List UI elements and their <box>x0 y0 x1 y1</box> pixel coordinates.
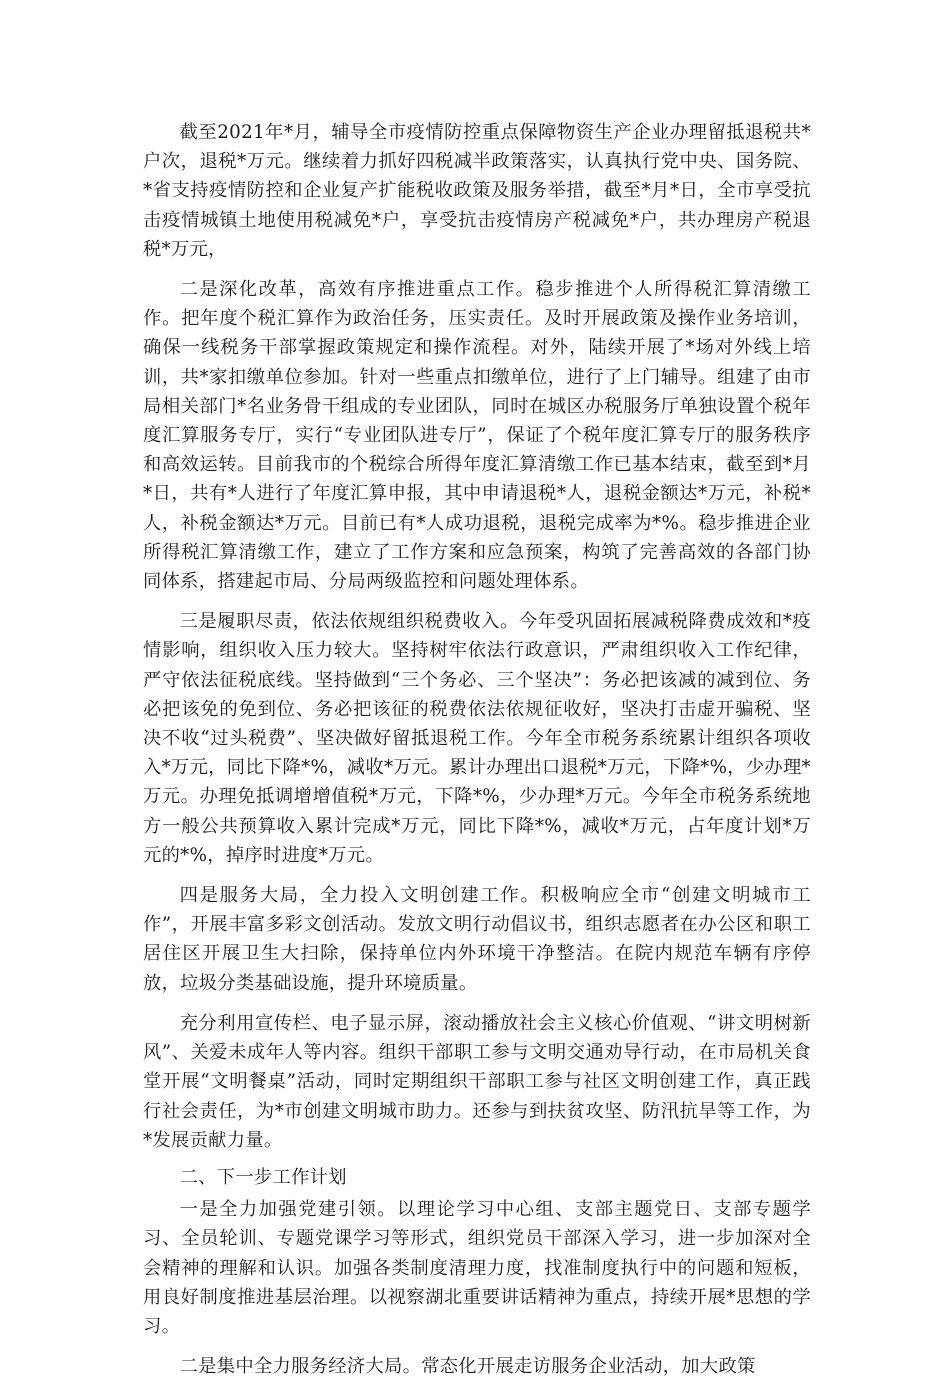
paragraph-party-building: 一是全力加强党建引领。以理论学习中心组、支部主题党日、支部专题学习、全员轮训、专题党课学习等形式，组织党员干部深入学习，进一步加深对全会精神的理解和认识。加强各类制度清理力度，找准制度执行中的问题和短板，用良好制度推进基层治理。以视察湖北重要讲话精神为重点，持续开展*思想的学习。 <box>143 1199 811 1337</box>
paragraph-economic-service: 二是集中全力服务经济大局。常态化开展走访服务企业活动，加大政策 <box>179 1356 756 1378</box>
document-body <box>143 118 811 1381</box>
paragraph-tax-revenue-collection: 三是履职尽责，依法依规组织税费收入。今年受巩固拓展减税降费成效和*疫情影响，组织收入压力较大。坚持树牢依法行政意识，严肃组织收入工作纪律，严守依法征税底线。坚持做到“三个务必、三个坚决”：务必把该减的减到位、务必把该免的免到位、务必把该征的税费依法依规征收好，坚决打击虚开骗税、坚决不收“过头税费”、坚决做好留抵退税工作。今年全市税务系统累计组织各项收入*万元，同比下降*%，减收*万元。累计办理出口退税*万元，下降*%，少办理*万元。办理免抵调增增值税*万元，下降*%，少办理*万元。今年全市税务系统地方一般公共预算收入累计完成*万元，同比下降*%，减收*万元，占年度计划*万元的*%，掉序时进度*万元。 <box>143 611 812 866</box>
paragraph-publicity-volunteering: 充分利用宣传栏、电子显示屏，滚动播放社会主义核心价值观、“讲文明树新风”、关爱未成年人等内容。组织干部职工参与文明交通劝导行动，在市局机关食堂开展“文明餐桌”活动，同时定期组织干部职工参与社区文明创建工作，真正践行社会责任，为*市创建文明城市助力。还参与到扶贫攻坚、防汛抗旱等工作，为*发展贡献力量。 <box>143 1012 811 1151</box>
paragraph-civilization-creation: 四是服务大局，全力投入文明创建工作。积极响应全市“创建文明城市工作”，开展丰富多彩文创活动。发放文明行动倡议书，组织志愿者在办公区和职工居住区开展卫生大扫除，保持单位内外环境干净整洁。在院内规范车辆有序停放，垃圾分类基础设施，提升环境质量。 <box>143 885 811 994</box>
paragraph-reform-key-work: 二是深化改革，高效有序推进重点工作。稳步推进个人所得税汇算清缴工作。把年度个税汇算作为政治任务，压实责任。及时开展政策及操作业务培训，确保一线税务干部掌握政策规定和操作流程。对外，陆续开展了*场对外线上培训，共*家扣缴单位参加。针对一些重点扣缴单位，进行了上门辅导。组建了由市局相关部门*名业务骨干组成的专业团队，同时在城区办税服务厅单独设置个税年度汇算服务专厅，实行“专业团队进专厅”，保证了个税年度汇算专厅的服务秩序和高效运转。目前我市的个税综合所得年度汇算清缴工作已基本结束，截至到*月*日，共有*人进行了年度汇算申报，其中申请退税*人，退税金额达*万元，补税*人，补税金额达*万元。目前已有*人成功退税，退税完成率为*%。稳步推进企业所得税汇算清缴工作，建立了工作方案和应急预案，构筑了完善高效的各部门协同体系，搭建起市局、分局两级监控和问题处理体系。 <box>143 279 811 593</box>
section-heading-next-steps: 二、下一步工作计划 <box>179 1166 347 1188</box>
paragraph-tax-refund-summary: 截至2021年*月，辅导全市疫情防控重点保障物资生产企业办理留抵退税共*户次，退税*万元。继续着力抓好四税减半政策落实，认真执行党中央、国务院、*省支持疫情防控和企业复产扩能税收政策及服务举措，截至*月*日，全市享受抗击疫情城镇土地使用税减免*户，享受抗击疫情房产税减免*户，共办理房产税退税*万元， <box>143 122 811 260</box>
